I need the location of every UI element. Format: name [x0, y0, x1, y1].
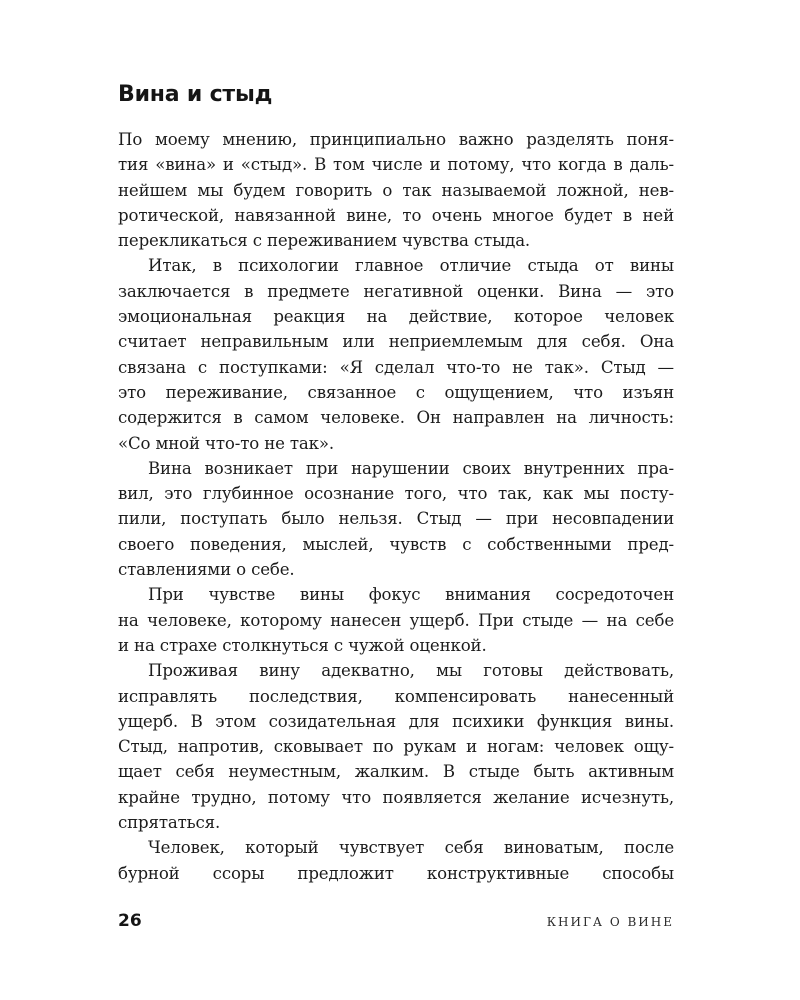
text-line: Итак, в психологии главное отличие стыда от вины — [148, 256, 674, 276]
text-line: вил, это глубинное осознание того, что так, как мы посту- — [118, 484, 674, 504]
text-line: это переживание, связанное с ощущением, что изъян — [118, 382, 674, 402]
text-line: ущерб. В этом созидательная для психики функция вины. — [118, 711, 674, 731]
text-line: связана с поступками: «Я сделал что-то не так». Стыд — — [118, 357, 674, 377]
text-line: крайне трудно, потому что появляется желание исчезнуть, — [118, 787, 674, 807]
body-text — [118, 127, 674, 886]
text-line: перекликаться с переживанием чувства стыда. — [118, 231, 531, 251]
text-line: Проживая вину адекватно, мы готовы действовать, — [148, 661, 674, 681]
section-heading: Вина и стыд — [118, 82, 273, 107]
text-line: ставлениями о себе. — [118, 560, 295, 580]
text-line: При чувстве вины фокус внимания сосредоточен — [148, 585, 674, 605]
text-line: ротической, навязанной вине, то очень многое будет в ней — [118, 205, 674, 225]
text-line: тия «вина» и «стыд». В том числе и потому, что когда в даль- — [118, 155, 674, 175]
page-number: 26 — [118, 911, 142, 931]
text-line: содержится в самом человеке. Он направлен на личность: — [118, 408, 674, 428]
text-line: Стыд, напротив, сковывает по рукам и ногам: человек ощу- — [118, 737, 674, 757]
text-line: Человек, который чувствует себя виноватым, после — [148, 838, 674, 858]
text-line: бурной ссоры предложит конструктивные способы — [118, 863, 674, 883]
text-line: считает неправильным или неприемлемым для себя. Она — [118, 332, 674, 352]
text-line: щает себя неуместным, жалким. В стыде быть активным — [118, 762, 674, 782]
text-line: исправлять последствия, компенсировать нанесенный — [118, 686, 674, 706]
text-line: и на страхе столкнуться с чужой оценкой. — [118, 635, 487, 655]
running-title: КНИГА О ВИНЕ — [546, 915, 674, 929]
text-line: Вина возникает при нарушении своих внутренних пра- — [148, 458, 674, 478]
text-line: нейшем мы будем говорить о так называемой ложной, нев- — [118, 180, 674, 200]
text-line: заключается в предмете негативной оценки. Вина — это — [118, 281, 674, 301]
text-line: на человеке, которому нанесен ущерб. При стыде — на себе — [118, 610, 674, 630]
text-line: спрятаться. — [118, 813, 221, 833]
text-line: пили, поступать было нельзя. Стыд — при несовпадении — [118, 509, 674, 529]
text-line: своего поведения, мыслей, чувств с собственными пред- — [118, 534, 674, 554]
text-line: По моему мнению, принципиально важно разделять поня- — [118, 130, 674, 149]
text-line: «Со мной что-то не так». — [118, 433, 335, 453]
text-line: эмоциональная реакция на действие, которое человек — [118, 307, 674, 327]
